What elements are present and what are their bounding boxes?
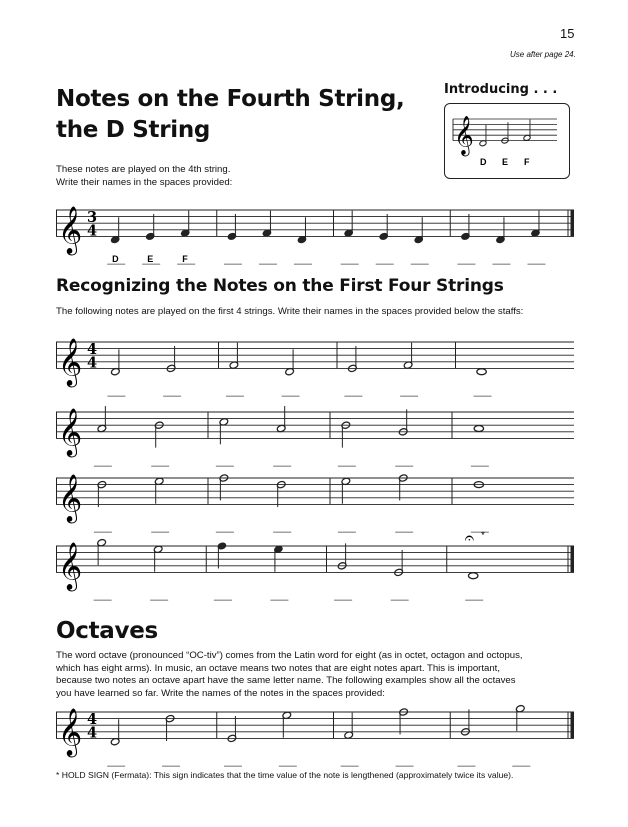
final-barline-thick <box>571 712 575 738</box>
octaves-paragraph <box>56 650 523 700</box>
treble-clef-icon: 𝄞 <box>58 541 83 590</box>
section2-instructions: The following notes are played on the first 4 strings. Write their names in the spaces provided below the staffs: <box>56 306 524 317</box>
fermata-asterisk: * <box>481 530 485 541</box>
treble-clef-icon: 𝄞 <box>58 205 83 254</box>
introducing-box <box>444 103 570 179</box>
use-after-note: Use after page 24. <box>510 50 576 59</box>
staff-four-strings-2 <box>56 400 574 468</box>
treble-clef-icon: 𝄞 <box>454 115 474 155</box>
note-name-label: E <box>147 254 154 265</box>
treble-clef-icon: 𝄞 <box>58 407 83 456</box>
note-head <box>477 369 486 375</box>
octaves-line-2: which has eight arms). In music, an octave means two notes that are eight notes apart. This is important, <box>56 662 501 674</box>
final-barline-thick <box>571 210 575 236</box>
octaves-line-4: you have learned so far. Write the names of the notes in the spaces provided: <box>56 687 385 699</box>
treble-clef-icon: 𝄞 <box>58 337 83 386</box>
note-name-label: F <box>524 157 530 167</box>
octaves-line-1: The word octave (pronounced “OC-tiv”) comes from the Latin word for eight (as in octet, octagon and octopus, <box>56 650 523 661</box>
section-title-octaves: Octaves <box>56 618 158 644</box>
time-signature-bottom: 4 <box>87 354 98 372</box>
note-name-label: D <box>480 157 487 167</box>
staff-four-strings-4 <box>56 528 574 602</box>
octaves-line-3: because two notes an octave apart have the same letter name. The following examples show all the octaves <box>56 675 516 686</box>
section-title-d-string <box>56 84 404 146</box>
staff-octaves <box>56 700 574 768</box>
section1-instructions <box>56 164 232 189</box>
staff-four-strings-1 <box>56 330 574 398</box>
instructions-line-1: These notes are played on the 4th string. <box>56 164 231 175</box>
introducing-title: Introducing . . . <box>444 82 558 97</box>
final-barline-thick <box>571 546 575 572</box>
time-signature-bottom: 4 <box>87 222 98 240</box>
time-signature-top: 3 <box>87 209 98 227</box>
section-title-four-strings: Recognizing the Notes on the First Four Strings <box>56 276 504 296</box>
fermata-icon: 𝄐 <box>464 528 475 549</box>
treble-clef-icon: 𝄞 <box>58 707 83 756</box>
staff-four-strings-3 <box>56 466 574 534</box>
time-signature-bottom: 4 <box>87 724 98 742</box>
note-name-label: F <box>182 254 188 265</box>
note-head <box>468 573 477 579</box>
note-name-label: D <box>112 254 119 265</box>
footnote-fermata: * HOLD SIGN (Fermata): This sign indicates that the time value of the note is lengthened (approximately twice its value). <box>56 770 514 780</box>
title-line-2: the D String <box>56 117 211 143</box>
time-signature-top: 4 <box>87 711 98 729</box>
page-number: 15 <box>560 26 575 41</box>
note-name-label: E <box>502 157 509 167</box>
instructions-line-2: Write their names in the spaces provided: <box>56 176 233 188</box>
note-head <box>474 426 483 432</box>
title-line-1: Notes on the Fourth String, <box>56 86 405 112</box>
time-signature-top: 4 <box>87 341 98 359</box>
staff-d-string <box>56 198 574 266</box>
introducing-staff <box>445 104 569 178</box>
treble-clef-icon: 𝄞 <box>58 473 83 522</box>
